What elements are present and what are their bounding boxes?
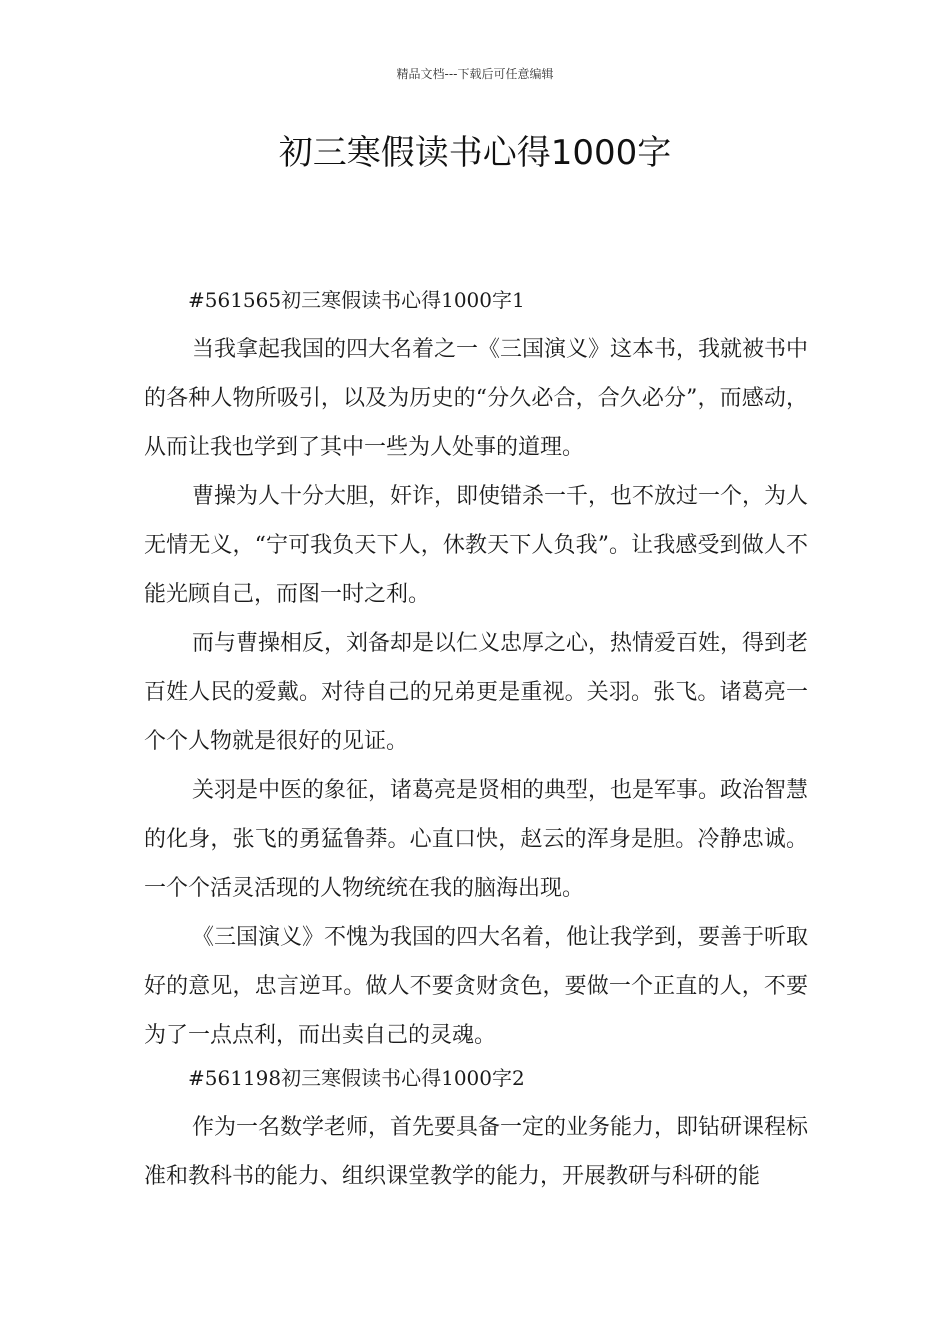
- header-note: 精品文档---下载后可任意编辑: [396, 67, 554, 81]
- section-2: [144, 1060, 808, 1201]
- paragraph: 关羽是中医的象征，诸葛亮是贤相的典型，也是军事。政治智慧的化身，张飞的勇猛鲁莽。心直口快，赵云的浑身是胆。冷静忠诚。一个个活灵活现的人物统统在我的脑海出现。: [144, 778, 809, 901]
- section-heading: #561565初三寒假读书心得1000字1: [188, 288, 525, 312]
- document-body: [144, 282, 808, 1201]
- paragraph: 《三国演义》不愧为我国的四大名着，他让我学到，要善于听取好的意见，忠言逆耳。做人不要贪财贪色，要做一个正直的人，不要为了一点点利，而出卖自己的灵魂。: [144, 925, 809, 1048]
- paragraph: 而与曹操相反，刘备却是以仁义忠厚之心，热情爱百姓，得到老百姓人民的爱戴。对待自己的兄弟更是重视。关羽。张飞。诸葛亮一个个人物就是很好的见证。: [144, 631, 809, 754]
- paragraph: 曹操为人十分大胆，奸诈，即使错杀一千，也不放过一个，为人无情无义，“宁可我负天下人，休教天下人负我”。让我感受到做人不能光顾自己，而图一时之利。: [144, 484, 809, 607]
- paragraph: 作为一名数学老师，首先要具备一定的业务能力，即钻研课程标准和教科书的能力、组织课堂教学的能力，开展教研与科研的能: [144, 1115, 809, 1189]
- section-heading: #561198初三寒假读书心得1000字2: [188, 1066, 525, 1090]
- document-title: 初三寒假读书心得1000字: [278, 133, 672, 173]
- section-1: [144, 282, 808, 1060]
- paragraph: 当我拿起我国的四大名着之一《三国演义》这本书，我就被书中的各种人物所吸引，以及为历史的“分久必合，合久必分”，而感动，从而让我也学到了其中一些为人处事的道理。: [144, 337, 809, 460]
